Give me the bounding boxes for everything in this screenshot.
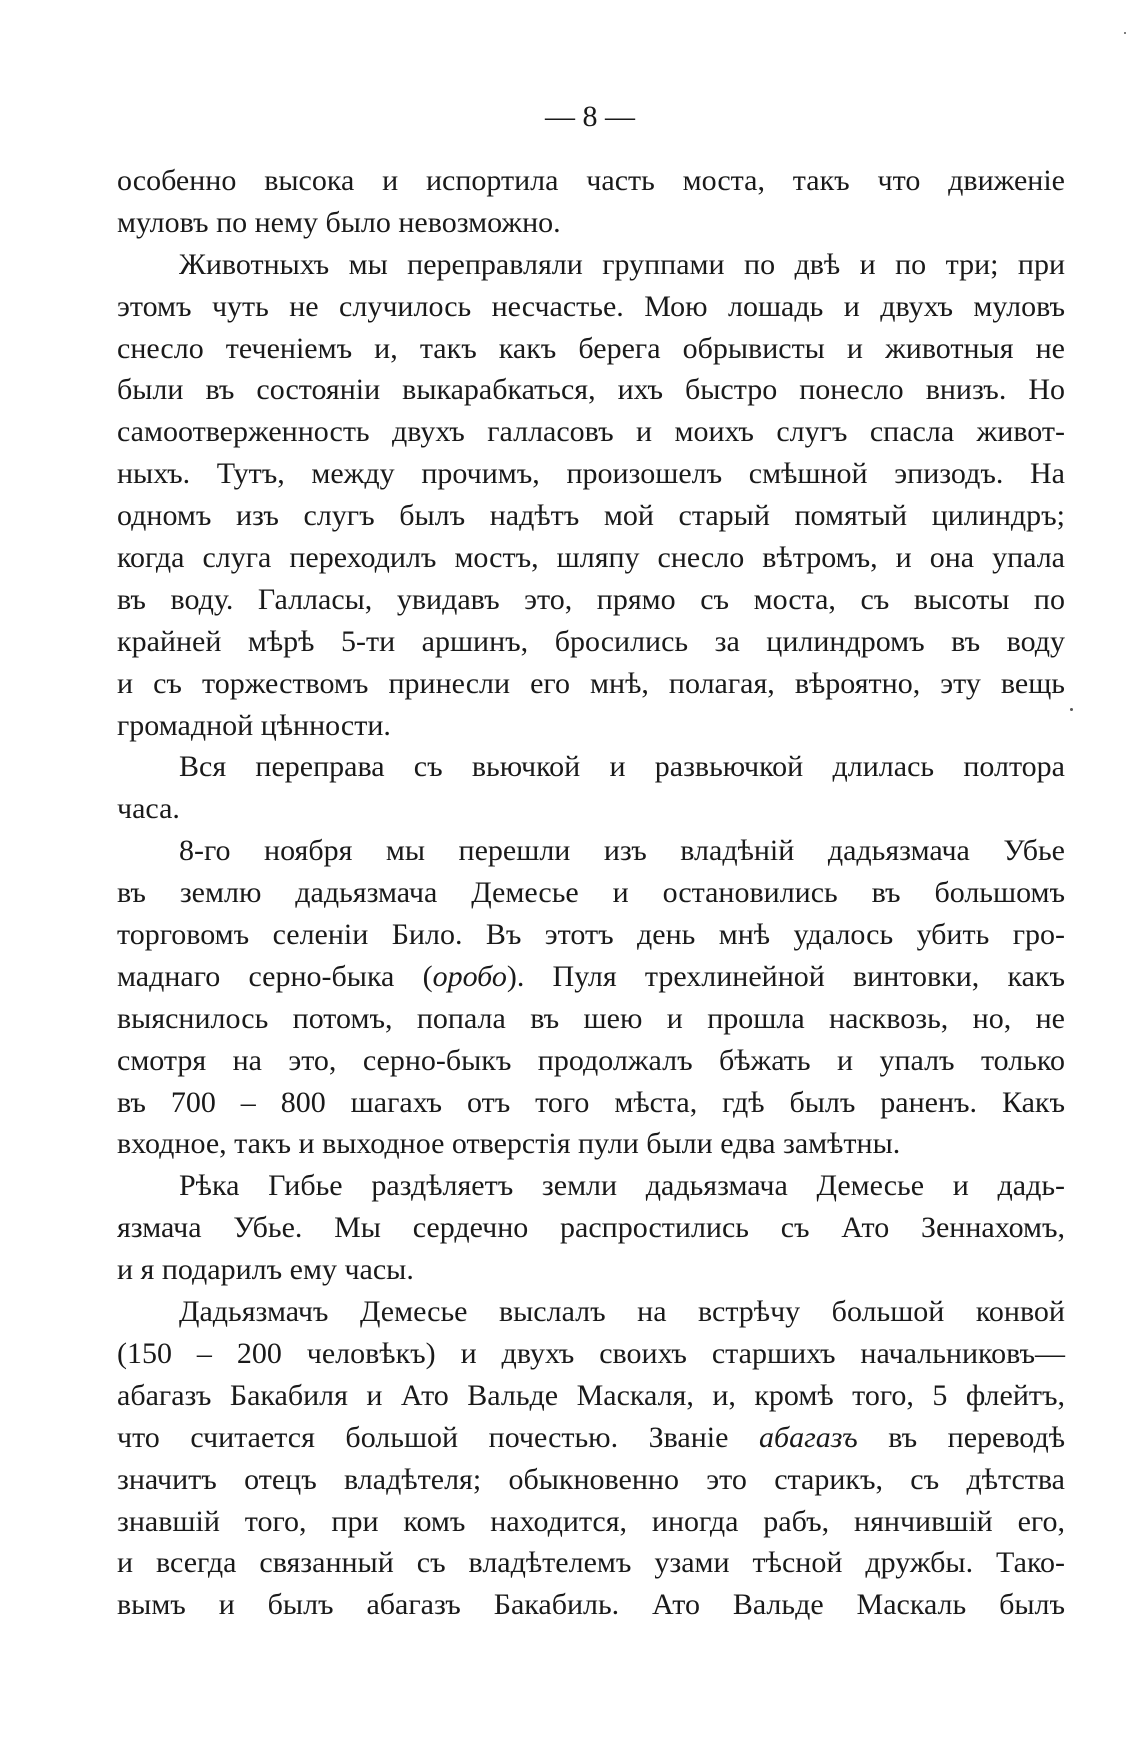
text-line: торговомъ селеніи Било. Въ этотъ день мнѣ удалось убить гро- [117, 918, 1065, 952]
text-line: Животныхъ мы переправляли группами по двѣ и по три; при [179, 247, 1065, 281]
text-line: часа. [117, 792, 180, 826]
text-segment: ). Пуля трехлинейной винтовки, какъ [506, 959, 1065, 993]
text-segment: маднаго серно-быка ( [117, 959, 433, 993]
text-line: абагазъ Бакабиля и Ато Вальде Маскаля, и, кромѣ того, 5 флейтъ, [117, 1378, 1065, 1412]
text-line: этомъ чуть не случилось несчастье. Мою лошадь и двухъ муловъ [117, 289, 1065, 323]
text-line: входное, такъ и выходное отверстія пули были едва замѣтны. [117, 1127, 901, 1161]
text-line: (150 – 200 человѣкъ) и двухъ своихъ старшихъ начальниковъ— [117, 1336, 1065, 1370]
text-line: значитъ отецъ владѣтеля; обыкновенно это старикъ, съ дѣтства [117, 1462, 1065, 1496]
print-speck [1124, 32, 1126, 34]
text-line: громадной цѣнности. [117, 708, 391, 742]
text-line: въ 700 – 800 шагахъ отъ того мѣста, гдѣ былъ раненъ. Какъ [117, 1085, 1065, 1119]
text-line: и всегда связанный съ владѣтелемъ узами тѣсной дружбы. Тако- [117, 1546, 1065, 1580]
text-line: выяснилось потомъ, попала въ шею и прошла насквозь, но, не [117, 1001, 1065, 1035]
text-line: смотря на это, серно-быкъ продолжалъ бѣжать и упалъ только [117, 1043, 1065, 1077]
text-line: когда слуга переходилъ мостъ, шляпу снесло вѣтромъ, и она упала [117, 541, 1065, 575]
italic-term: оробо [432, 959, 507, 993]
text-line: язмача Убье. Мы сердечно распростились съ Ато Зеннахомъ, [117, 1211, 1065, 1245]
text-line: и съ торжествомъ принесли его мнѣ, полагая, вѣроятно, эту вещь [117, 666, 1065, 700]
text-segment: въ переводѣ [857, 1420, 1065, 1454]
text-line: и я подарилъ ему часы. [117, 1253, 414, 1287]
text-line: муловъ по нему было невозможно. [117, 205, 561, 239]
text-line [117, 1417, 1065, 1459]
page-number: — 8 — [545, 100, 635, 133]
italic-term: абагазъ [758, 1420, 858, 1454]
body-text [117, 160, 1065, 1626]
text-line: вымъ и былъ абагазъ Бакабиль. Ато Вальде Маскаль былъ [117, 1588, 1065, 1622]
text-line: самоотверженность двухъ галласовъ и моихъ слугъ спасла живот- [117, 415, 1065, 449]
text-line: особенно высока и испортила часть моста, такъ что движеніе [117, 164, 1065, 197]
text-line: крайней мѣрѣ 5-ти аршинъ, бросились за цилиндромъ въ воду [117, 624, 1065, 658]
text-line: ныхъ. Тутъ, между прочимъ, произошелъ смѣшной эпизодъ. На [117, 457, 1065, 491]
text-line: 8-го ноября мы перешли изъ владѣній дадьязмача Убье [179, 834, 1065, 868]
text-line: снесло теченіемъ и, такъ какъ берега обрывисты и животныя не [117, 331, 1065, 365]
text-segment: что считается большой почестью. Званіе [117, 1420, 759, 1454]
text-line: Рѣка Гибье раздѣляетъ земли дадьязмача Демесье и дадь- [179, 1169, 1065, 1203]
text-line: одномъ изъ слугъ былъ надѣтъ мой старый помятый цилиндръ; [117, 499, 1065, 533]
text-line: знавшій того, при комъ находится, иногда рабъ, нянчившій его, [117, 1504, 1065, 1538]
print-speck [1070, 708, 1073, 711]
text-line: Дадьязмачъ Демесье выслалъ на встрѣчу большой конвой [179, 1295, 1065, 1329]
text-line: въ землю дадьязмача Демесье и остановились въ большомъ [117, 876, 1065, 910]
text-line: въ воду. Галласы, увидавъ это, прямо съ моста, съ высоты по [117, 582, 1065, 616]
text-line [117, 956, 1065, 998]
text-line: Вся переправа съ вьючкой и развьючкой длилась полтора [179, 750, 1065, 784]
text-line: были въ состояніи выкарабкаться, ихъ быстро понесло внизъ. Но [117, 373, 1065, 407]
